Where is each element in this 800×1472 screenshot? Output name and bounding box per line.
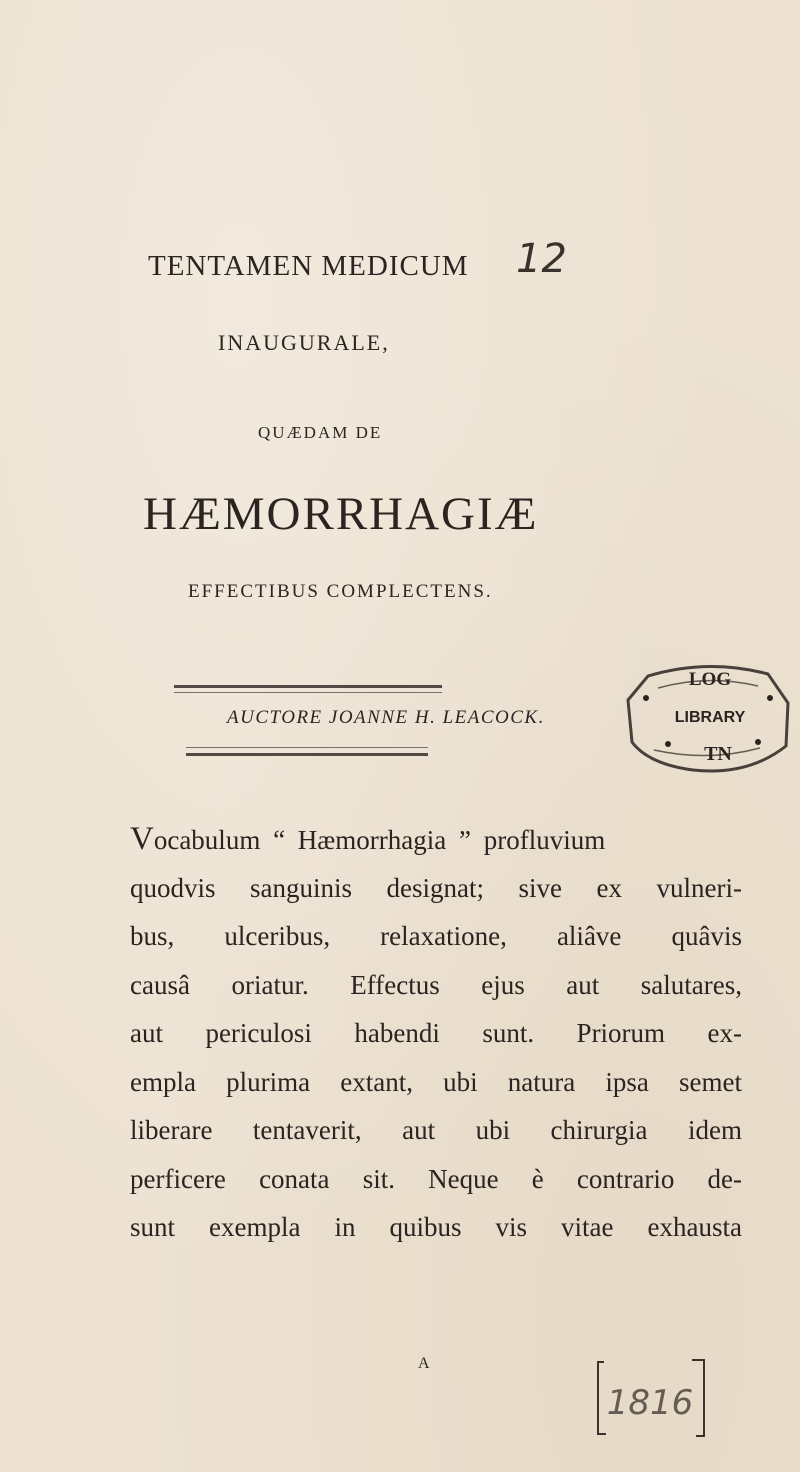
author-line: AUCTORE JOANNE H. LEACOCK. bbox=[227, 707, 545, 728]
title-tentamen-medicum: TENTAMEN MEDICUM bbox=[148, 250, 469, 282]
body-line-6: empla plurima extant, ubi natura ipsa semet bbox=[130, 1066, 742, 1097]
signature-mark: A bbox=[418, 1355, 430, 1372]
title-effectibus-complectens: EFFECTIBUS COMPLECTENS. bbox=[188, 581, 493, 602]
body-line-2: quodvis sanguinis designat; sive ex vulneri- bbox=[130, 872, 742, 903]
body-line-3: bus, ulceribus, relaxatione, aliâve quâvis bbox=[130, 921, 742, 951]
stamp-middle-text: LIBRARY bbox=[674, 709, 746, 726]
bottom-handwriting-mark bbox=[592, 1356, 712, 1442]
library-stamp-icon bbox=[618, 658, 796, 780]
bottom-handwriting-text: 1816 bbox=[606, 1383, 694, 1423]
title-haemorrhagiae: HÆMORRHAGIÆ bbox=[143, 488, 539, 540]
divider-rule-bottom-thin bbox=[186, 747, 428, 748]
body-line-9: sunt exempla in quibus vis vitae exhausta bbox=[130, 1212, 742, 1242]
stamp-bottom-text: TN bbox=[704, 743, 732, 765]
body-initial: V bbox=[130, 821, 154, 857]
handwritten-number: 12 bbox=[516, 236, 567, 282]
stamp-top-text: LOG bbox=[688, 669, 732, 690]
body-paragraph bbox=[130, 815, 742, 1252]
body-line-4: causâ oriatur. Effectus ejus aut salutares, bbox=[130, 969, 742, 1000]
divider-rule-bottom-thick bbox=[186, 753, 428, 756]
body-line-8: perficere conata sit. Neque è contrario de- bbox=[130, 1163, 742, 1194]
body-line-1-text: ocabulum “ Hæmorrhagia ” profluvium bbox=[153, 825, 606, 855]
title-inaugurale: INAUGURALE, bbox=[218, 330, 390, 355]
divider-rule-top-thin bbox=[174, 692, 442, 693]
divider-rule-top-thick bbox=[174, 685, 442, 688]
body-line-1 bbox=[130, 815, 742, 864]
body-line-5: aut periculosi habendi sunt. Priorum ex- bbox=[130, 1018, 742, 1048]
title-quaedam-de: QUÆDAM DE bbox=[258, 423, 383, 442]
body-line-7: liberare tentaverit, aut ubi chirurgia idem bbox=[130, 1115, 742, 1145]
